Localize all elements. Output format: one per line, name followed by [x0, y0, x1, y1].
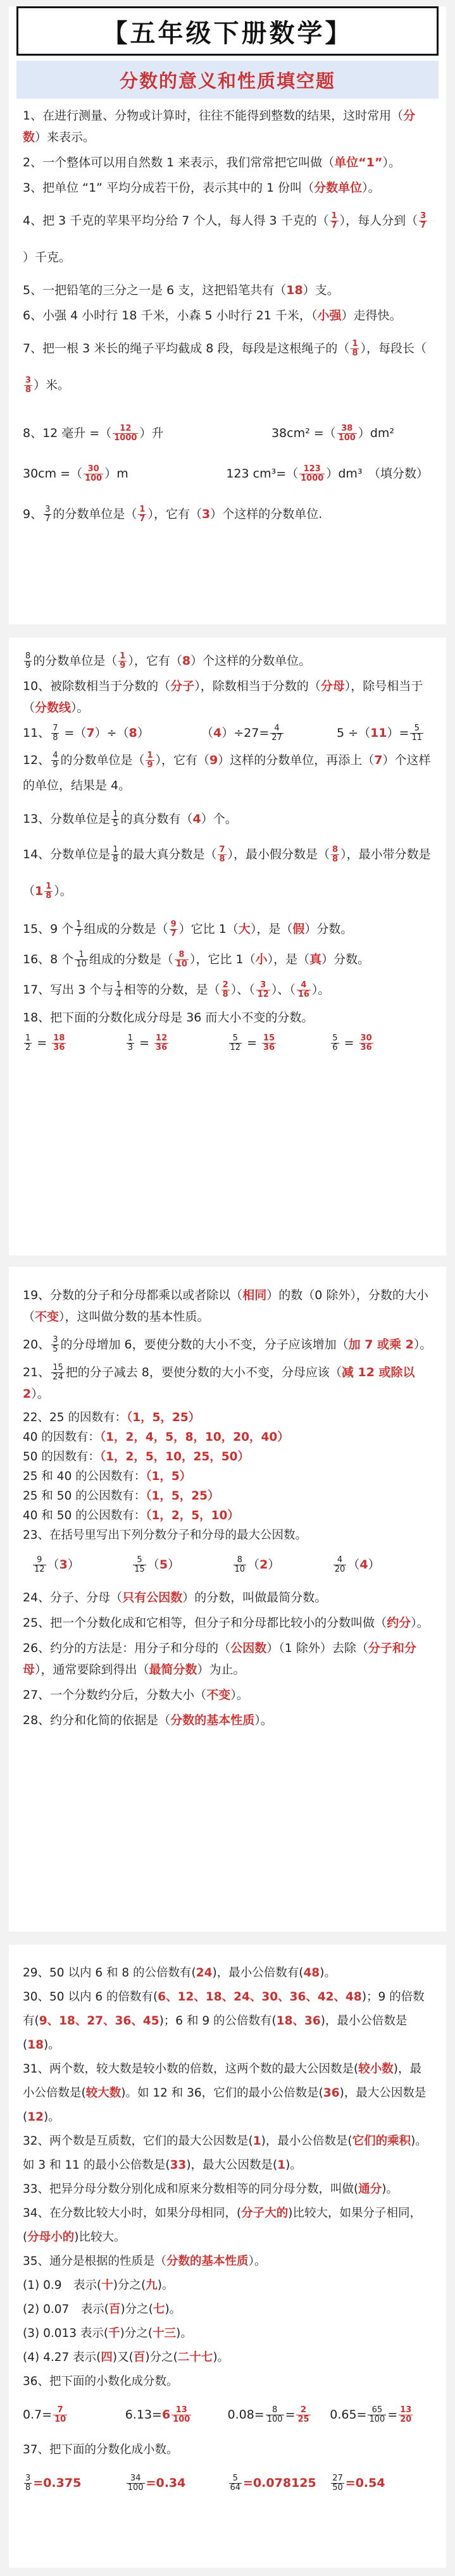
fraction: $\frac{1}{7}$ — [139, 505, 146, 524]
fraction: $\frac{3}{12}$ — [257, 980, 269, 999]
question-18-answers — [23, 1032, 432, 1054]
question-27: 27、一个分数约分后，分数大小（不变）。 — [23, 1688, 249, 1702]
question-18: 18、把下面的分数化成分母是 36 而大小不变的分数。 — [23, 1011, 314, 1025]
answer-item: $\frac{34}{100}$ =0.34 — [127, 2474, 186, 2493]
fraction: $\frac{7}{8}$ — [53, 724, 58, 743]
question-7: 7、把一根 3 米长的绳子平均截成 8 段，每段是这根绳子的（ $\frac{1}{8}$ ），每段长（ $\frac{3}{8}$ ）米。 — [23, 339, 427, 395]
fraction: $\frac{3}{5}$ — [53, 1335, 58, 1354]
fraction: $\frac{1}{9}$ — [147, 751, 153, 770]
fraction: $\frac{1}{7}$ — [76, 920, 82, 939]
question-35: 35、通分是根据的性质是（分数的基本性质）。 — [23, 2255, 266, 2268]
question-8-row-2: 30cm =（ $\frac{30}{100}$ ）m 123 cm³=（ $\frac{123}{1000}$ ）dm³ （填分数） — [23, 464, 428, 483]
answer-item: $\frac{5}{64}$ =0.078125 — [230, 2474, 316, 2493]
fraction: $\frac{2}{8}$ — [222, 980, 228, 999]
question-1: 1、在进行测量、分物或计算时，往往不能得到整数的结果，这时常用（分数）来表示。 — [23, 109, 416, 144]
question-2: 2、一个整体可以用自然数 1 来表示，我们常常把它叫做（单位“1”）。 — [23, 156, 401, 169]
question-28: 28、约分和化简的依据是（分数的基本性质）。 — [23, 1713, 273, 1727]
answer-item: $\frac{1}{3}$ = $\frac{12}{36}$ — [127, 1033, 168, 1052]
question-9: 9、 $\frac{3}{7}$ 的分数单位是（ $\frac{1}{7}$ ），它有（3）个这样的分数单位. — [23, 505, 323, 524]
question-21: 21、 $\frac{15}{24}$ 把的分子减去 8，要使分数的大小不变，分母应该（减 12 或除以 2）。 — [23, 1363, 415, 1401]
worksheet-card-4 — [9, 1945, 446, 2568]
fraction: $\frac{8}{8}$ — [332, 845, 339, 864]
question-35-item: (4) 4.27 表示(四)又(百)分之(二十七)。 — [23, 2351, 230, 2364]
fraction: $\frac{1}{9}$ — [120, 651, 126, 670]
fraction: $\frac{1}{7}$ — [331, 211, 337, 230]
question-22-item: 40 的因数有：（1，2，4，5，8，10，20，40） — [23, 1431, 289, 1444]
question-23: 23、在括号里写出下列分数分子和分母的最大公因数。 — [23, 1529, 308, 1542]
fraction: $\frac{1}{5}$ — [113, 810, 118, 829]
fraction: $\frac{1}{10}$ — [76, 950, 87, 969]
fraction: $\frac{7}{8}$ — [219, 845, 225, 864]
fraction: $\frac{4}{27}$ — [271, 724, 282, 743]
question-26: 26、约分的方法是：用分子和分母的（公因数）（1 除外）去除（分子和分母），通常要除到得出（最简分数）为止。 — [23, 1641, 416, 1677]
question-32: 32、两个数是互质数，它们的最大公因数是(1)，最小公倍数是(它们的乘积)。如 3 和 11 的最小公倍数是(33)，最大公因数是(1)。 — [23, 2135, 427, 2172]
question-3: 3、把单位 “1” 平均分成若干份，表示其中的 1 份叫（分数单位）。 — [23, 181, 380, 195]
question-36: 36、把下面的小数化成分数。 — [23, 2375, 178, 2388]
fraction: $\frac{5}{11}$ — [411, 724, 422, 743]
question-30: 30、50 以内 6 的倍数有(6、12、18、24、30、36、42、48)；9 的倍数有(9、18、27、36、45)；6 和 9 的公倍数有(18、36)，最小公倍数是(18)。 — [23, 1990, 425, 2052]
fraction: $\frac{8}{10}$ — [175, 950, 187, 969]
question-23-answers — [23, 1554, 432, 1575]
question-22-item: 25 和 50 的公因数有：（1，5，25） — [23, 1489, 220, 1503]
fraction: $\frac{1}{8}$ — [46, 882, 52, 901]
question-22-item: 25 和 40 的公因数有：（1，5） — [23, 1470, 192, 1483]
answer-item: $\frac{4}{20}$ （4） — [334, 1555, 380, 1574]
question-5: 5、一把铅笔的三分之一是 6 支，这把铅笔共有（18）支。 — [23, 283, 339, 297]
fraction: $\frac{4}{9}$ — [53, 751, 58, 770]
title-box — [16, 6, 439, 56]
fraction: $\frac{3}{7}$ — [45, 505, 51, 524]
fraction: $\frac{38}{100}$ — [338, 424, 356, 443]
answer-item: 6.13=6 $\frac{13}{100}$ — [125, 2405, 190, 2424]
question-35-item: (2) 0.07 表示(百)分之(七)。 — [23, 2303, 182, 2316]
question-10: 10、被除数相当于分数的（分子），除数相当于分数的（分母），除号相当于（分数线）。 — [23, 679, 423, 715]
page-subtitle: 分数的意义和性质填空题 — [16, 61, 439, 99]
question-36-answers — [23, 2404, 432, 2425]
question-31: 31、两个数，较大数是较小数的倍数，这两个数的最大公因数是(较小数)，最小公倍数是(较大数)。如 12 和 36，它们的最小公倍数是(36)，最大公因数是(12)。 — [23, 2062, 427, 2124]
fraction: $\frac{4}{16}$ — [297, 980, 309, 999]
answer-item: $\frac{5}{6}$ = $\frac{30}{36}$ — [332, 1033, 372, 1052]
worksheet-card-1 — [9, 6, 446, 624]
answer-item: 0.7= $\frac{7}{10}$ — [23, 2405, 66, 2424]
question-37: 37、把下面的分数化成小数。 — [23, 2443, 178, 2456]
question-29: 29、50 以内 6 和 8 的公倍数有(24)，最小公倍数有(48)。 — [23, 1966, 336, 1980]
question-17: 17、写出 3 个与 $\frac{1}{4}$ 相等的分数，是（ $\frac{2}{8}$ ）、（ $\frac{3}{12}$ ）、（ $\frac{4}{16}$ ）。 — [23, 980, 330, 999]
question-9b: $\frac{8}{9}$ 的分数单位是（ $\frac{1}{9}$ ），它有（8）个这样的分数单位。 — [25, 651, 311, 670]
question-15: 15、9 个 $\frac{1}{7}$ 组成的分数是（ $\frac{9}{7}$ ）它比 1（大），是（假）分数。 — [23, 920, 353, 939]
fraction: $\frac{3}{8}$ — [25, 376, 32, 395]
question-37-answers — [23, 2472, 432, 2494]
fraction: $\frac{1}{4}$ — [116, 980, 122, 999]
question-24: 24、分子、分母（只有公因数）的分数，叫做最简分数。 — [23, 1591, 327, 1605]
fraction: $\frac{9}{7}$ — [170, 920, 177, 939]
question-6: 6、小强 4 小时行 18 千米，小森 5 小时行 21 千米，（小强）走得快。 — [23, 309, 402, 323]
question-22: 22、25 的因数有：（1，5，25） — [23, 1411, 201, 1424]
question-19: 19、分数的分子和分母都乘以或者除以（相同）的数（0 除外），分数的大小（不变），这叫做分数的基本性质。 — [23, 1288, 428, 1324]
fraction: $\frac{1}{8}$ — [113, 845, 118, 864]
fraction: $\frac{1}{8}$ — [352, 339, 358, 358]
fraction: $\frac{15}{24}$ — [53, 1363, 63, 1382]
question-25: 25、把一个分数化成和它相等，但分子和分母都比较小的分数叫做（约分）。 — [23, 1616, 429, 1630]
question-13: 13、分数单位是 $\frac{1}{5}$ 的真分数有（4）个。 — [23, 810, 237, 829]
question-35-item: (1) 0.9 表示(十)分之(九)。 — [23, 2279, 174, 2292]
worksheet-card-2 — [9, 638, 446, 1255]
question-20: 20、 $\frac{3}{5}$ 的分母增加 6，要使分数的大小不变，分子应该增加（加 7 或乘 2）。 — [23, 1335, 432, 1354]
answer-item: 0.65= $\frac{65}{100}$ = $\frac{13}{20}$ — [330, 2405, 412, 2424]
answer-item: 0.08= $\frac{8}{100}$ = $\frac{2}{25}$ — [227, 2405, 309, 2424]
answer-item: $\frac{1}{2}$ = $\frac{18}{36}$ — [25, 1033, 65, 1052]
question-33: 33、把异分母分数分别化成和原来分数相等的同分母分数，叫做(通分)。 — [23, 2183, 398, 2196]
question-14: 14、分数单位是 $\frac{1}{8}$ 的最大真分数是（ $\frac{7}{8}$ ），最小假分数是（ $\frac{8}{8}$ ），最小带分数是（1 $\frac{1}{8}$ ）。 — [23, 845, 431, 901]
answer-item: $\frac{3}{8}$ =0.375 — [25, 2474, 82, 2493]
fraction: $\frac{123}{1000}$ — [301, 464, 324, 483]
answer-item: $\frac{8}{10}$ （2） — [234, 1555, 280, 1574]
answer-item: $\frac{9}{12}$ （3） — [34, 1555, 80, 1574]
question-8-row-1: 8、12 毫升 =（ $\frac{12}{1000}$ ）升 38cm² =（ $\frac{38}{100}$ ）dm² — [23, 424, 394, 443]
fraction: $\frac{3}{7}$ — [420, 211, 427, 230]
fraction: $\frac{30}{100}$ — [85, 464, 103, 483]
question-16: 16、8 个 $\frac{1}{10}$ 组成的分数是（ $\frac{8}{10}$ ），它比 1（小），是（真）分数。 — [23, 950, 370, 969]
question-4: 4、把 3 千克的苹果平均分给 7 个人，每人得 3 千克的（ $\frac{1}{7}$ ），每人分到（ $\frac{3}{7}$ ）千克。 — [23, 211, 427, 264]
answer-item: $\frac{27}{50}$ =0.54 — [332, 2474, 385, 2493]
question-34: 34、在分数比较大小时，如果分母相同，(分子大的)比较大，如果分子相同，(分母小的)比较大。 — [23, 2207, 421, 2244]
answer-item: $\frac{5}{12}$ = $\frac{15}{36}$ — [230, 1033, 275, 1052]
question-35-item: (3) 0.013 表示(千)分之(十三)。 — [23, 2327, 192, 2340]
question-12: 12、 $\frac{4}{9}$ 的分数单位是（ $\frac{1}{9}$ ），它有（9）这样的分数单位，再添上（7）个这样的单位，结果是 4。 — [23, 751, 431, 792]
fraction: $\frac{12}{1000}$ — [114, 424, 137, 443]
question-22-item: 40 和 50 的公因数有：（1，2，5，10） — [23, 1509, 239, 1522]
worksheet-card-3 — [9, 1267, 446, 1932]
answer-item: $\frac{5}{15}$ （5） — [134, 1555, 180, 1574]
page-title: 【五年级下册数学】 — [102, 18, 353, 48]
question-11: 11、 $\frac{7}{8}$ =（7）÷（8） （4）÷27= $\frac{4}{27}$ 5 ÷（11）= $\frac{5}{11}$ — [23, 724, 422, 743]
question-22-item: 50 的因数有：（1，2，5，10，25，50） — [23, 1450, 250, 1464]
fraction: $\frac{8}{9}$ — [25, 651, 31, 670]
